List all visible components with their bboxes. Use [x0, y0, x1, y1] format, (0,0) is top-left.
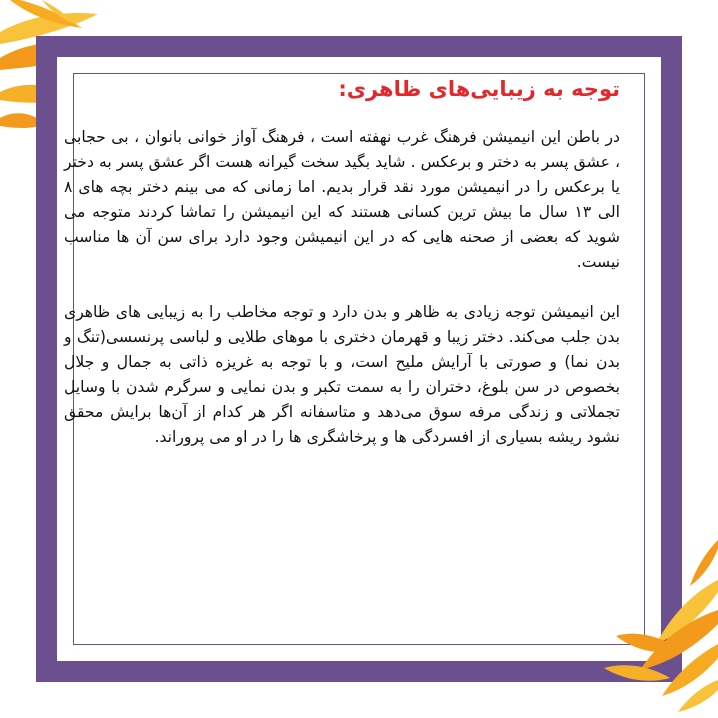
article-content [64, 76, 620, 450]
paragraph-1: در باطن این انیمیشن فرهنگ غرب نهفته است ، فرهنگ آواز خوانی بانوان ، بی حجابی ، عشق پسر به دختر و برعکس . شاید بگید سخت گیرانه هست اگر عشق پسر به دختر یا برعکس را در انیمیشن مورد نقد قرار بدیم. اما زمانی که می بینم دختر بچه های ۸ الی ۱۳ سال ما بیش ترین کسانی هستند که این انیمیشن را تماشا کردند متوجه می شوید که بعضی از صحنه هایی که در این انیمیشن وجود دارد برای سن آن ها مناسب نیست. [64, 128, 620, 272]
leaves-bottom-right-icon [598, 540, 718, 718]
page-title: توجه به زیبایی‌های ظاهری: [338, 77, 620, 101]
paragraph-2: این انیمیشن توجه زیادی به ظاهر و بدن دارد و توجه مخاطب را به زیبایی های ظاهری بدن جلب می‌کند. دختر زیبا و قهرمان دختری با موهای طلایی و لباسی پرنسسی(تنگ و بدن نما) و صورتی با آرایش ملیح است، و با توجه به غریزه ذاتی به جمال و جلال بخصوص در سن بلوغ، دختران را به سمت تکبر و بدن نمایی و سرگرم شدن با وسایل تجملاتی و زندگی مرفه سوق می‌دهد و متاسفانه اگر هر کدام از آن‌ها برایش محقق نشود ریشه بسیاری از افسردگی ها و پرخاشگری ها را در او می پروراند. [64, 303, 620, 447]
